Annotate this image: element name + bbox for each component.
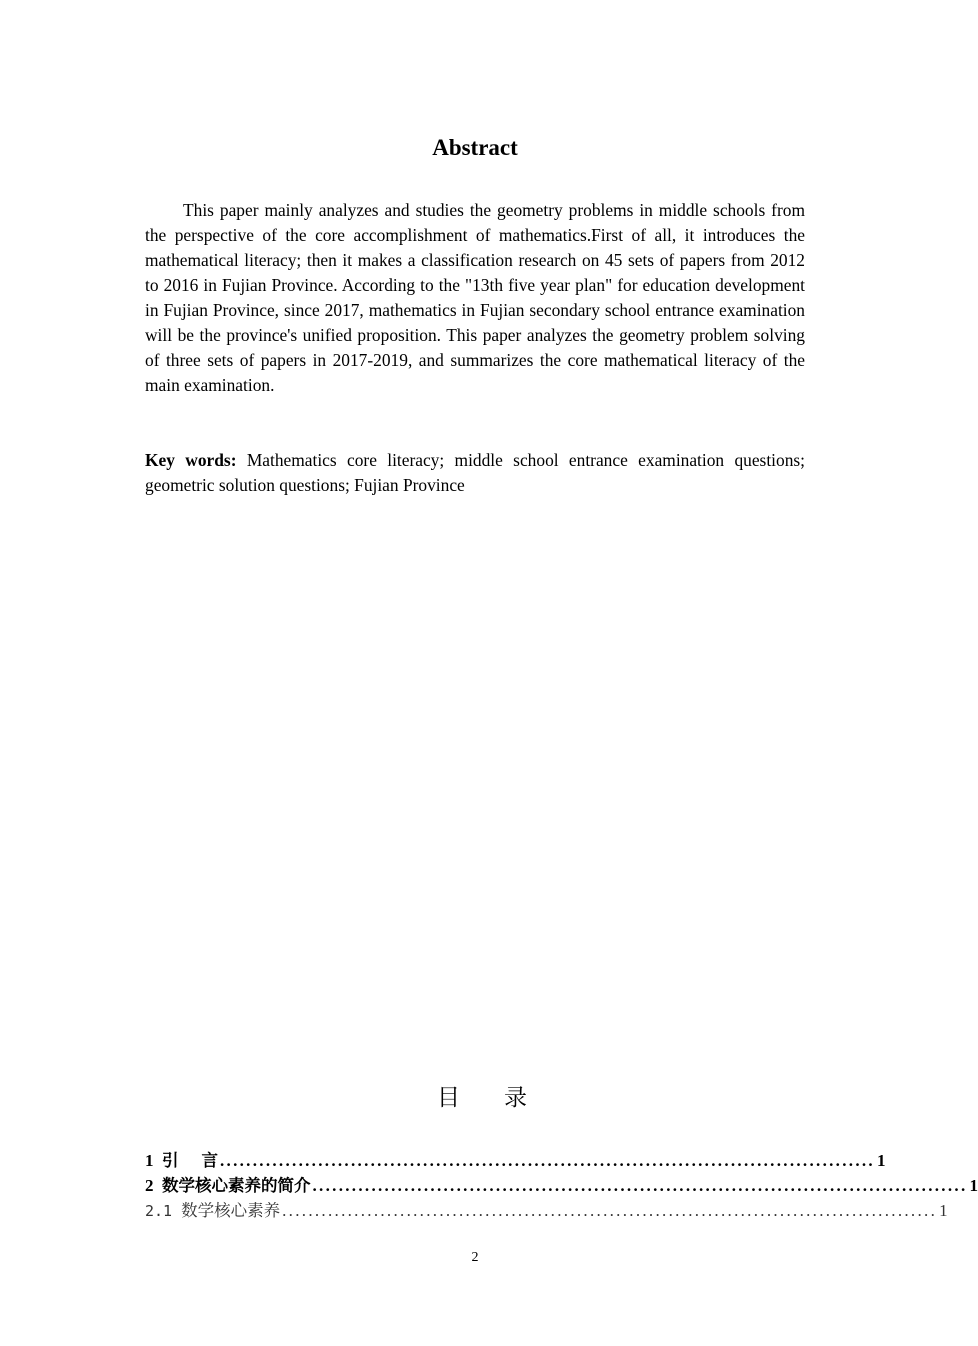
- keywords-label: Key words:: [145, 450, 237, 470]
- toc-heading: 目录: [437, 1085, 571, 1111]
- toc-entry-page: 1: [876, 1151, 886, 1170]
- toc-leader-dots: ....................................................................................................: [282, 1201, 938, 1220]
- toc-entry[interactable]: [145, 1198, 948, 1223]
- toc-entry-page: 1: [969, 1176, 978, 1195]
- toc-entry-number: 2: [145, 1176, 162, 1195]
- toc-entry-number: 2.1: [145, 1202, 182, 1220]
- table-of-contents: [145, 1148, 978, 1223]
- toc-entry-page: 1: [939, 1201, 948, 1220]
- keywords-text: Mathematics core literacy; middle school entrance examination questions; geometric solution questions; Fujian Province: [145, 450, 805, 495]
- toc-entry-label: 数学核心素养的简介: [162, 1176, 311, 1195]
- toc-leader-dots: ....................................................................................................: [219, 1151, 875, 1170]
- abstract-heading: Abstract: [432, 135, 518, 160]
- keywords-paragraph: [145, 448, 805, 498]
- toc-entry[interactable]: [145, 1148, 886, 1173]
- toc-entry[interactable]: [145, 1173, 978, 1198]
- toc-entry-label: 数学核心素养: [181, 1201, 281, 1220]
- toc-entry-label: 引 言: [162, 1151, 218, 1170]
- abstract-paragraph: This paper mainly analyzes and studies the geometry problems in middle schools from the perspective of the core accomplishment of mathematics.First of all, it introduces the mathematical literacy; then it makes a classification research on 45 sets of papers from 2012 to 2016 in Fujian Province. According to the "13th five year plan" for education development in Fujian Province, since 2017, mathematics in Fujian secondary school entrance examination will be the province's unified proposition. This paper analyzes the geometry problem solving of three sets of papers in 2017-2019, and summarizes the core mathematical literacy of the main examination.: [145, 200, 805, 395]
- toc-leader-dots: ....................................................................................................: [312, 1176, 968, 1195]
- toc-entry-number: 1: [145, 1151, 162, 1170]
- page-number: 2: [471, 1250, 479, 1265]
